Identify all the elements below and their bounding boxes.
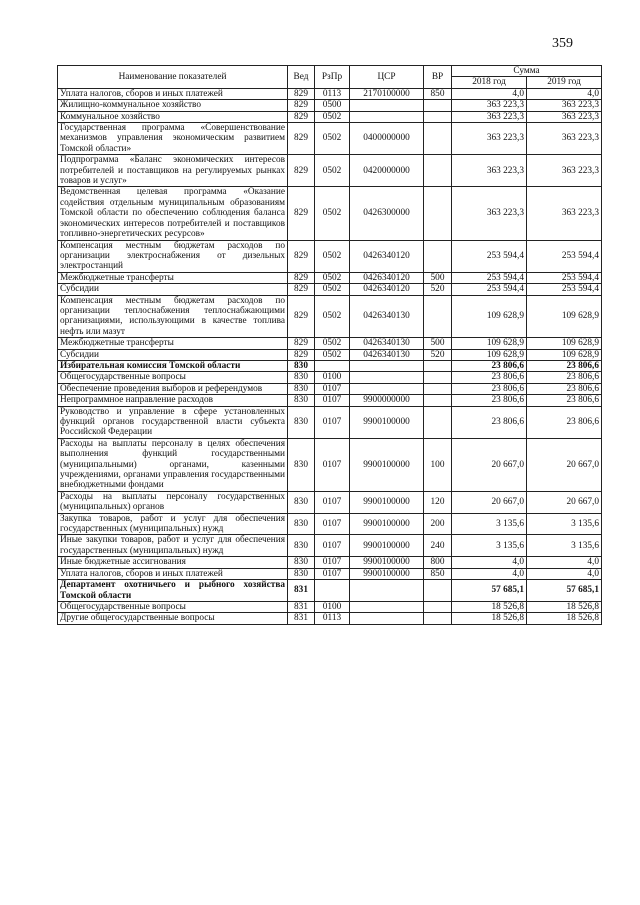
cell-csr <box>350 601 424 612</box>
cell-rzpr: 0502 <box>315 272 350 283</box>
cell-2018: 57 685,1 <box>452 580 527 602</box>
table-row <box>58 111 602 122</box>
cell-vr <box>424 360 452 371</box>
cell-2019: 109 628,9 <box>527 338 602 349</box>
table-row <box>58 557 602 568</box>
cell-name: Расходы на выплаты персоналу в целях обеспечения выполнения функций государственными (муниципальными) органами, казенными учреждениями, органами управления государственными внебюджетными фондами <box>58 438 288 491</box>
cell-csr: 0426340120 <box>350 284 424 295</box>
cell-name: Межбюджетные трансферты <box>58 272 288 283</box>
cell-name: Общегосударственные вопросы <box>58 601 288 612</box>
cell-ved: 830 <box>288 372 315 383</box>
cell-vr: 200 <box>424 513 452 535</box>
cell-ved: 829 <box>288 100 315 111</box>
cell-2019: 23 806,6 <box>527 395 602 406</box>
cell-2019: 363 223,3 <box>527 100 602 111</box>
cell-name: Субсидии <box>58 284 288 295</box>
cell-csr: 0420000000 <box>350 155 424 187</box>
cell-rzpr: 0107 <box>315 438 350 491</box>
cell-ved: 829 <box>288 240 315 272</box>
cell-rzpr: 0502 <box>315 295 350 338</box>
cell-name: Расходы на выплаты персоналу государственных (муниципальных) органов <box>58 491 288 513</box>
cell-ved: 830 <box>288 568 315 579</box>
cell-ved: 830 <box>288 406 315 438</box>
cell-rzpr: 0500 <box>315 100 350 111</box>
header-row <box>58 66 602 77</box>
cell-ved: 830 <box>288 383 315 394</box>
cell-rzpr: 0113 <box>315 88 350 99</box>
cell-2018: 4,0 <box>452 88 527 99</box>
cell-2019: 253 594,4 <box>527 272 602 283</box>
cell-ved: 831 <box>288 601 315 612</box>
table-row <box>58 535 602 557</box>
cell-csr <box>350 580 424 602</box>
table-row <box>58 438 602 491</box>
page-number: 359 <box>552 36 573 51</box>
cell-2018: 109 628,9 <box>452 295 527 338</box>
cell-2018: 363 223,3 <box>452 100 527 111</box>
cell-ved: 829 <box>288 349 315 360</box>
cell-ved: 829 <box>288 123 315 155</box>
cell-csr: 0426340120 <box>350 240 424 272</box>
cell-rzpr <box>315 360 350 371</box>
cell-csr: 9900100000 <box>350 438 424 491</box>
cell-2019: 23 806,6 <box>527 406 602 438</box>
cell-csr: 2170100000 <box>350 88 424 99</box>
cell-2018: 23 806,6 <box>452 406 527 438</box>
table-row <box>58 360 602 371</box>
cell-csr: 9900100000 <box>350 557 424 568</box>
cell-csr: 0400000000 <box>350 123 424 155</box>
table-row <box>58 100 602 111</box>
cell-2018: 363 223,3 <box>452 187 527 240</box>
cell-rzpr: 0502 <box>315 123 350 155</box>
cell-rzpr <box>315 580 350 602</box>
header-ved: Вед <box>288 66 315 89</box>
table-row <box>58 601 602 612</box>
cell-csr <box>350 613 424 624</box>
cell-rzpr: 0502 <box>315 187 350 240</box>
cell-csr: 0426340130 <box>350 338 424 349</box>
table-row <box>58 580 602 602</box>
cell-2019: 363 223,3 <box>527 155 602 187</box>
cell-2019: 18 526,8 <box>527 613 602 624</box>
cell-vr: 120 <box>424 491 452 513</box>
cell-2019: 23 806,6 <box>527 372 602 383</box>
cell-name: Другие общегосударственные вопросы <box>58 613 288 624</box>
cell-ved: 830 <box>288 557 315 568</box>
cell-vr: 850 <box>424 88 452 99</box>
cell-csr: 9900100000 <box>350 535 424 557</box>
table-row <box>58 295 602 338</box>
cell-name: Жилищно-коммунальное хозяйство <box>58 100 288 111</box>
table-row <box>58 240 602 272</box>
cell-name: Компенсация местным бюджетам расходов по организации электроснабжения от дизельных электростанций <box>58 240 288 272</box>
cell-rzpr: 0113 <box>315 613 350 624</box>
cell-2018: 23 806,6 <box>452 372 527 383</box>
cell-csr: 9900100000 <box>350 568 424 579</box>
cell-rzpr: 0100 <box>315 372 350 383</box>
table-row <box>58 491 602 513</box>
cell-2019: 253 594,4 <box>527 240 602 272</box>
cell-name: Непрограммное направление расходов <box>58 395 288 406</box>
header-vr: ВР <box>424 66 452 89</box>
cell-2018: 4,0 <box>452 568 527 579</box>
cell-vr <box>424 580 452 602</box>
cell-rzpr: 0107 <box>315 406 350 438</box>
cell-vr <box>424 395 452 406</box>
cell-rzpr: 0107 <box>315 557 350 568</box>
cell-2019: 57 685,1 <box>527 580 602 602</box>
cell-csr: 9900100000 <box>350 406 424 438</box>
cell-csr <box>350 360 424 371</box>
cell-csr <box>350 100 424 111</box>
budget-table <box>57 65 602 625</box>
cell-rzpr: 0502 <box>315 155 350 187</box>
table-row <box>58 272 602 283</box>
cell-name: Иные бюджетные ассигнования <box>58 557 288 568</box>
cell-vr <box>424 155 452 187</box>
cell-csr: 9900100000 <box>350 491 424 513</box>
cell-2018: 253 594,4 <box>452 240 527 272</box>
cell-ved: 831 <box>288 613 315 624</box>
cell-vr <box>424 383 452 394</box>
cell-vr <box>424 613 452 624</box>
cell-ved: 829 <box>288 111 315 122</box>
cell-rzpr: 0107 <box>315 491 350 513</box>
cell-2018: 23 806,6 <box>452 395 527 406</box>
cell-name: Уплата налогов, сборов и иных платежей <box>58 568 288 579</box>
cell-ved: 829 <box>288 272 315 283</box>
table-row <box>58 338 602 349</box>
header-year-2019: 2019 год <box>527 77 602 88</box>
cell-rzpr: 0502 <box>315 111 350 122</box>
cell-vr: 520 <box>424 349 452 360</box>
cell-rzpr: 0502 <box>315 338 350 349</box>
cell-2019: 3 135,6 <box>527 513 602 535</box>
cell-csr <box>350 372 424 383</box>
cell-2018: 18 526,8 <box>452 613 527 624</box>
cell-2019: 20 667,0 <box>527 491 602 513</box>
cell-rzpr: 0100 <box>315 601 350 612</box>
cell-csr: 0426340130 <box>350 295 424 338</box>
cell-name: Иные закупки товаров, работ и услуг для обеспечения государственных (муниципальных) нужд <box>58 535 288 557</box>
cell-ved: 830 <box>288 513 315 535</box>
table-body <box>58 88 602 624</box>
cell-csr <box>350 111 424 122</box>
cell-name: Руководство и управление в сфере установленных функций органов государственной власти субъекта Российской Федерации <box>58 406 288 438</box>
table-row <box>58 155 602 187</box>
cell-2018: 23 806,6 <box>452 360 527 371</box>
cell-name: Департамент охотничьего и рыбного хозяйства Томской области <box>58 580 288 602</box>
cell-vr: 520 <box>424 284 452 295</box>
cell-rzpr: 0502 <box>315 349 350 360</box>
cell-2018: 109 628,9 <box>452 349 527 360</box>
cell-name: Избирательная комиссия Томской области <box>58 360 288 371</box>
header-sum: Сумма <box>452 66 602 77</box>
cell-vr: 850 <box>424 568 452 579</box>
cell-name: Ведомственная целевая программа «Оказание содействия отдельным муниципальным образованиям Томской области по обеспечению соблюдения баланса экономических интересов потребителей и поставщиков топливно-энергетических ресурсов» <box>58 187 288 240</box>
cell-2018: 109 628,9 <box>452 338 527 349</box>
table-row <box>58 284 602 295</box>
header-rzpr: РзПр <box>315 66 350 89</box>
cell-2019: 23 806,6 <box>527 360 602 371</box>
cell-rzpr: 0107 <box>315 513 350 535</box>
cell-2018: 253 594,4 <box>452 284 527 295</box>
cell-rzpr: 0107 <box>315 383 350 394</box>
cell-2018: 363 223,3 <box>452 155 527 187</box>
cell-vr <box>424 406 452 438</box>
cell-rzpr: 0502 <box>315 240 350 272</box>
cell-ved: 829 <box>288 187 315 240</box>
header-year-2018: 2018 год <box>452 77 527 88</box>
cell-vr <box>424 187 452 240</box>
table-row <box>58 88 602 99</box>
cell-2018: 20 667,0 <box>452 438 527 491</box>
cell-2019: 109 628,9 <box>527 349 602 360</box>
header-name: Наименование показателей <box>58 66 288 89</box>
cell-csr: 9900100000 <box>350 513 424 535</box>
cell-2019: 3 135,6 <box>527 535 602 557</box>
cell-2019: 4,0 <box>527 568 602 579</box>
cell-2019: 4,0 <box>527 557 602 568</box>
cell-2019: 109 628,9 <box>527 295 602 338</box>
cell-2019: 4,0 <box>527 88 602 99</box>
cell-vr: 240 <box>424 535 452 557</box>
cell-rzpr: 0107 <box>315 395 350 406</box>
cell-vr: 500 <box>424 338 452 349</box>
cell-ved: 829 <box>288 295 315 338</box>
cell-vr: 500 <box>424 272 452 283</box>
cell-vr: 100 <box>424 438 452 491</box>
table-row <box>58 513 602 535</box>
cell-csr: 9900000000 <box>350 395 424 406</box>
cell-2018: 363 223,3 <box>452 111 527 122</box>
table-row <box>58 406 602 438</box>
cell-vr <box>424 240 452 272</box>
cell-name: Уплата налогов, сборов и иных платежей <box>58 88 288 99</box>
table-row <box>58 395 602 406</box>
cell-2019: 18 526,8 <box>527 601 602 612</box>
table-row <box>58 383 602 394</box>
cell-name: Общегосударственные вопросы <box>58 372 288 383</box>
cell-ved: 829 <box>288 88 315 99</box>
table-row <box>58 349 602 360</box>
cell-csr <box>350 383 424 394</box>
cell-2018: 18 526,8 <box>452 601 527 612</box>
cell-2019: 363 223,3 <box>527 111 602 122</box>
cell-vr <box>424 111 452 122</box>
cell-vr <box>424 601 452 612</box>
cell-rzpr: 0107 <box>315 535 350 557</box>
cell-vr <box>424 372 452 383</box>
cell-2018: 4,0 <box>452 557 527 568</box>
cell-csr: 0426340120 <box>350 272 424 283</box>
cell-ved: 830 <box>288 491 315 513</box>
cell-name: Обеспечение проведения выборов и референдумов <box>58 383 288 394</box>
table-row <box>58 187 602 240</box>
cell-ved: 829 <box>288 338 315 349</box>
header-csr: ЦСР <box>350 66 424 89</box>
cell-2018: 363 223,3 <box>452 123 527 155</box>
cell-name: Межбюджетные трансферты <box>58 338 288 349</box>
cell-ved: 830 <box>288 395 315 406</box>
cell-rzpr: 0502 <box>315 284 350 295</box>
cell-name: Коммунальное хозяйство <box>58 111 288 122</box>
cell-2019: 253 594,4 <box>527 284 602 295</box>
cell-name: Субсидии <box>58 349 288 360</box>
cell-name: Закупка товаров, работ и услуг для обеспечения государственных (муниципальных) нужд <box>58 513 288 535</box>
cell-2019: 363 223,3 <box>527 123 602 155</box>
cell-2018: 20 667,0 <box>452 491 527 513</box>
table-row <box>58 613 602 624</box>
cell-2018: 253 594,4 <box>452 272 527 283</box>
table-row <box>58 123 602 155</box>
cell-2018: 3 135,6 <box>452 535 527 557</box>
cell-ved: 830 <box>288 360 315 371</box>
cell-ved: 829 <box>288 155 315 187</box>
cell-2019: 363 223,3 <box>527 187 602 240</box>
cell-ved: 830 <box>288 438 315 491</box>
cell-vr <box>424 100 452 111</box>
table-row <box>58 568 602 579</box>
cell-csr: 0426300000 <box>350 187 424 240</box>
cell-rzpr: 0107 <box>315 568 350 579</box>
cell-ved: 829 <box>288 284 315 295</box>
cell-name: Подпрограмма «Баланс экономических интересов потребителей и поставщиков на регулируемых рынках товаров и услуг» <box>58 155 288 187</box>
cell-ved: 830 <box>288 535 315 557</box>
cell-2018: 23 806,6 <box>452 383 527 394</box>
cell-vr <box>424 295 452 338</box>
cell-ved: 831 <box>288 580 315 602</box>
cell-2019: 23 806,6 <box>527 383 602 394</box>
cell-vr <box>424 123 452 155</box>
table-row <box>58 372 602 383</box>
cell-name: Компенсация местным бюджетам расходов по организации теплоснабжения теплоснабжающими организациями, использующими в качестве топлива нефть или мазут <box>58 295 288 338</box>
cell-vr: 800 <box>424 557 452 568</box>
cell-csr: 0426340130 <box>350 349 424 360</box>
cell-name: Государственная программа «Совершенствование механизмов управления экономическим развитием Томской области» <box>58 123 288 155</box>
cell-2019: 20 667,0 <box>527 438 602 491</box>
cell-2018: 3 135,6 <box>452 513 527 535</box>
